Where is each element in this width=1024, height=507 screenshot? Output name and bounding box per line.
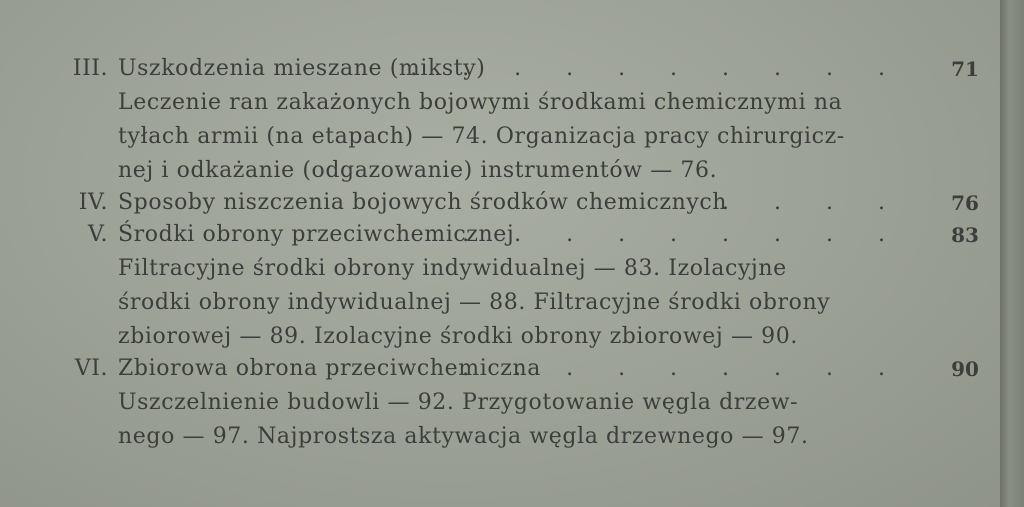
toc-entry-heading [0,52,1000,86]
chapter-number: V. [87,222,108,247]
toc-entry-heading [0,218,1000,252]
subsection-line: Leczenie ran zakażonych bojowymi środkami chemicznymi na [118,90,843,115]
toc-entry-iii [0,52,1000,188]
toc-entry-heading [0,352,1000,386]
subsection-line: Uszczelnienie budowli — 92. Przygotowanie węgla drzew- [118,390,799,415]
chapter-subsections [118,252,906,354]
chapter-title: Sposoby niszczenia bojowych środków chemicznych [118,190,728,215]
page-number: 76 [951,191,979,215]
toc-entry-vi [0,352,1000,454]
subsection-line: tyłach armii (na etapach) — 74. Organizacja pracy chirurgicz- [118,124,845,149]
toc-entry-v [0,218,1000,354]
chapter-number: IV. [78,190,108,215]
subsection-line: nego — 97. Najprostsza aktywacja węgla drzewnego — 97. [118,424,809,449]
subsection-line: środki obrony indywidualnej — 88. Filtracyjne środki obrony [118,290,831,315]
page-gutter [1000,0,1024,507]
page-number: 71 [951,57,979,81]
dot-leader: . . . . [722,190,904,215]
toc-entry-heading [0,186,1000,220]
chapter-subsections [118,386,906,454]
dot-leader: . . . . . . . . . [462,222,904,247]
chapter-title: Uszkodzenia mieszane (miksty) [118,56,486,81]
chapter-title: Środki obrony przeciwchemicznej [118,222,515,247]
subsection-line: zbiorowej — 89. Izolacyjne środki obrony zbiorowej — 90. [118,324,798,349]
subsection-line: nej i odkażanie (odgazowanie) instrumentów — 76. [118,158,718,183]
chapter-number: VI. [74,356,108,381]
chapter-subsections [118,86,906,188]
dot-leader: . . . . . . . . . [462,356,904,381]
dot-leader: . . . . . . . . . . [410,56,904,81]
page-number: 83 [951,223,979,247]
chapter-title: Zbiorowa obrona przeciwchemiczna [118,356,541,381]
toc-entry-iv [0,186,1000,220]
chapter-number: III. [72,56,108,81]
subsection-line: Filtracyjne środki obrony indywidualnej — 83. Izolacyjne [118,256,787,281]
page-number: 90 [951,357,979,381]
